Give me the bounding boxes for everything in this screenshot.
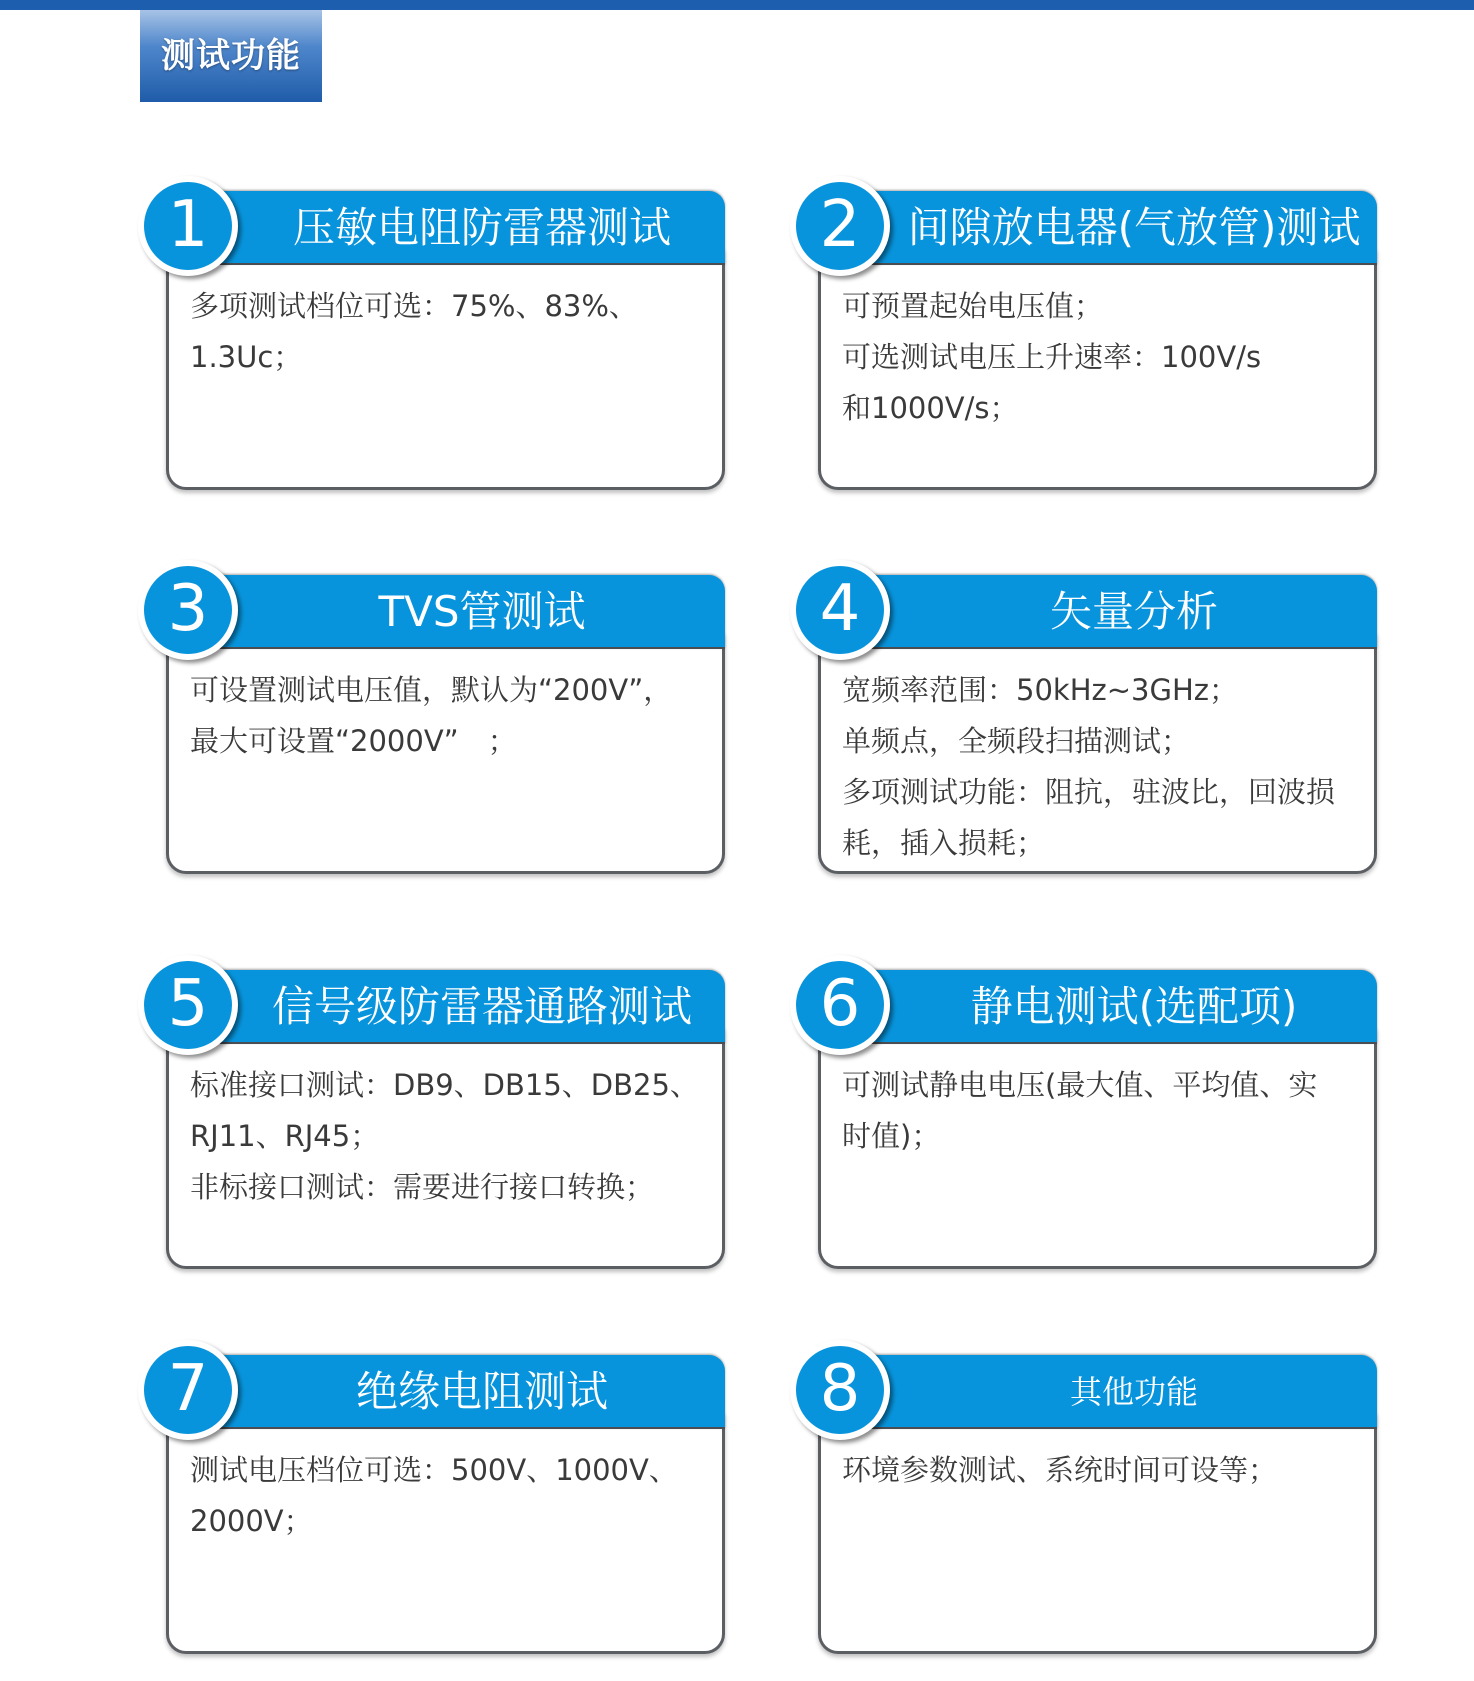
description-line: 非标接口测试：需要进行接口转换； [190,1170,655,1204]
card-title: 间隙放电器(气放管)测试 [907,203,1361,252]
description-line: 标准接口测试：DB9、DB15、DB25、 [190,1068,699,1102]
description-line: 测试电压档位可选：500V、1000V、 [190,1453,678,1487]
card-title: 矢量分析 [1049,587,1218,636]
description-line: 多项测试功能：阻抗，驻波比，回波损 [842,775,1336,809]
feature-card-6 [790,955,1363,1283]
description-line: 环境参数测试、系统时间可设等； [842,1453,1278,1487]
description-line: RJ11、RJ45； [190,1119,380,1153]
feature-card-8 [790,1340,1363,1668]
card-description [190,281,710,383]
description-line: 1.3Uc； [190,340,303,374]
card-description [190,1445,710,1547]
top-rule [0,0,1474,10]
number-badge: 2 [790,176,890,276]
description-line: 可预置起始电压值； [842,289,1104,323]
number-badge: 4 [790,560,890,660]
card-header [203,575,725,649]
card-title: 压敏电阻防雷器测试 [292,203,671,252]
number-badge: 3 [138,560,238,660]
card-description [842,1445,1362,1496]
description-line: 时值)； [842,1119,941,1153]
card-header [203,1355,725,1429]
card-title: 信号级防雷器通路测试 [271,982,692,1031]
description-line: 可设置测试电压值，默认为“200V”， [190,673,673,707]
description-line: 单频点，全频段扫描测试； [842,724,1191,758]
section-title: 测试功能 [140,10,322,102]
card-header [855,970,1377,1044]
feature-card-7 [138,1340,711,1668]
card-header [855,1355,1377,1429]
card-title: TVS管测试 [378,587,586,636]
card-header [203,970,725,1044]
feature-card-3 [138,560,711,888]
card-title: 绝缘电阻测试 [355,1367,608,1416]
number-badge: 7 [138,1340,238,1440]
description-line: 多项测试档位可选：75%、83%、 [190,289,638,323]
feature-card-2 [790,176,1363,504]
card-description [842,665,1362,869]
card-description [842,281,1362,434]
description-line: 可测试静电电压(最大值、平均值、实 [842,1068,1318,1102]
feature-card-1 [138,176,711,504]
card-description [190,1060,710,1213]
card-header [855,191,1377,265]
description-line: 耗，插入损耗； [842,826,1046,860]
description-line: 2000V； [190,1504,313,1538]
number-badge: 6 [790,955,890,1055]
card-title: 其他功能 [1069,1373,1198,1411]
number-badge: 5 [138,955,238,1055]
feature-card-4 [790,560,1363,888]
card-description [190,665,710,767]
number-badge: 8 [790,1340,890,1440]
description-line: 和1000V/s； [842,391,1019,425]
description-line: 宽频率范围：50kHz~3GHz； [842,673,1238,707]
card-header [203,191,725,265]
card-header [855,575,1377,649]
card-description [842,1060,1362,1162]
number-badge: 1 [138,176,238,276]
card-title: 静电测试(选配项) [970,982,1298,1031]
description-line: 可选测试电压上升速率：100V/s [842,340,1262,374]
feature-card-5 [138,955,711,1283]
description-line: 最大可设置“2000V” ； [190,724,517,758]
